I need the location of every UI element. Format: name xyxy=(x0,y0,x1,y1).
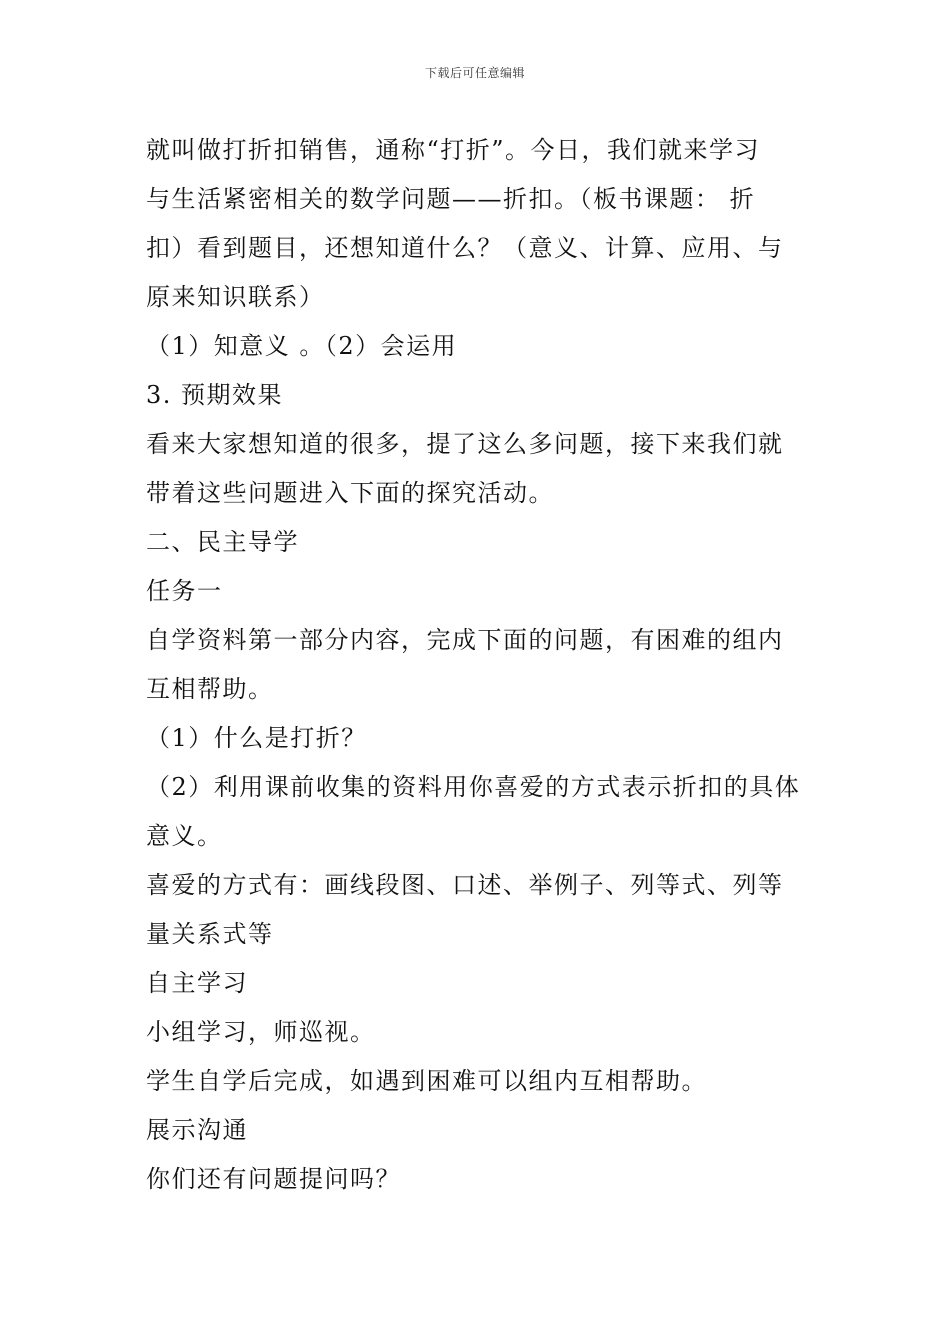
paragraph-line: 小组学习，师巡视。 xyxy=(146,1018,376,1046)
paragraph-line: （1）知意义 。（2）会运用 xyxy=(146,332,458,360)
paragraph-line: 你们还有问题提问吗？ xyxy=(146,1165,401,1193)
paragraph-line: 喜爱的方式有：画线段图、口述、举例子、列等式、列等 xyxy=(146,871,784,899)
paragraph-line: 与生活紧密相关的数学问题——折扣。（板书课题： 折 xyxy=(146,185,756,213)
question-item: （1）什么是打折？ xyxy=(146,724,367,752)
paragraph-line: 看来大家想知道的很多，提了这么多问题，接下来我们就 xyxy=(146,430,784,458)
question-item: （2）利用课前收集的资料用你喜爱的方式表示折扣的具体 xyxy=(146,773,801,801)
section-heading: 3. 预期效果 xyxy=(146,381,284,409)
page-header: 下载后可任意编辑 xyxy=(424,66,525,80)
paragraph-line: 就叫做打折扣销售，通称“打折”。今日，我们就来学习 xyxy=(146,136,761,164)
paragraph-line: 扣）看到题目，还想知道什么？（意义、计算、应用、与 xyxy=(146,234,784,262)
paragraph-line: 学生自学后完成，如遇到困难可以组内互相帮助。 xyxy=(146,1067,707,1095)
paragraph-line: 原来知识联系） xyxy=(146,283,325,311)
paragraph-line: 自学资料第一部分内容，完成下面的问题，有困难的组内 xyxy=(146,626,784,654)
subsection-heading: 展示沟通 xyxy=(146,1116,248,1144)
paragraph-line: 意义。 xyxy=(146,822,223,850)
paragraph-line: 带着这些问题进入下面的探究活动。 xyxy=(146,479,554,507)
subsection-heading: 自主学习 xyxy=(146,969,248,997)
paragraph-line: 互相帮助。 xyxy=(146,675,274,703)
paragraph-line: 量关系式等 xyxy=(146,920,274,948)
subsection-heading: 任务一 xyxy=(146,577,223,605)
section-heading: 二、民主导学 xyxy=(146,528,299,556)
document-body xyxy=(146,126,806,1204)
